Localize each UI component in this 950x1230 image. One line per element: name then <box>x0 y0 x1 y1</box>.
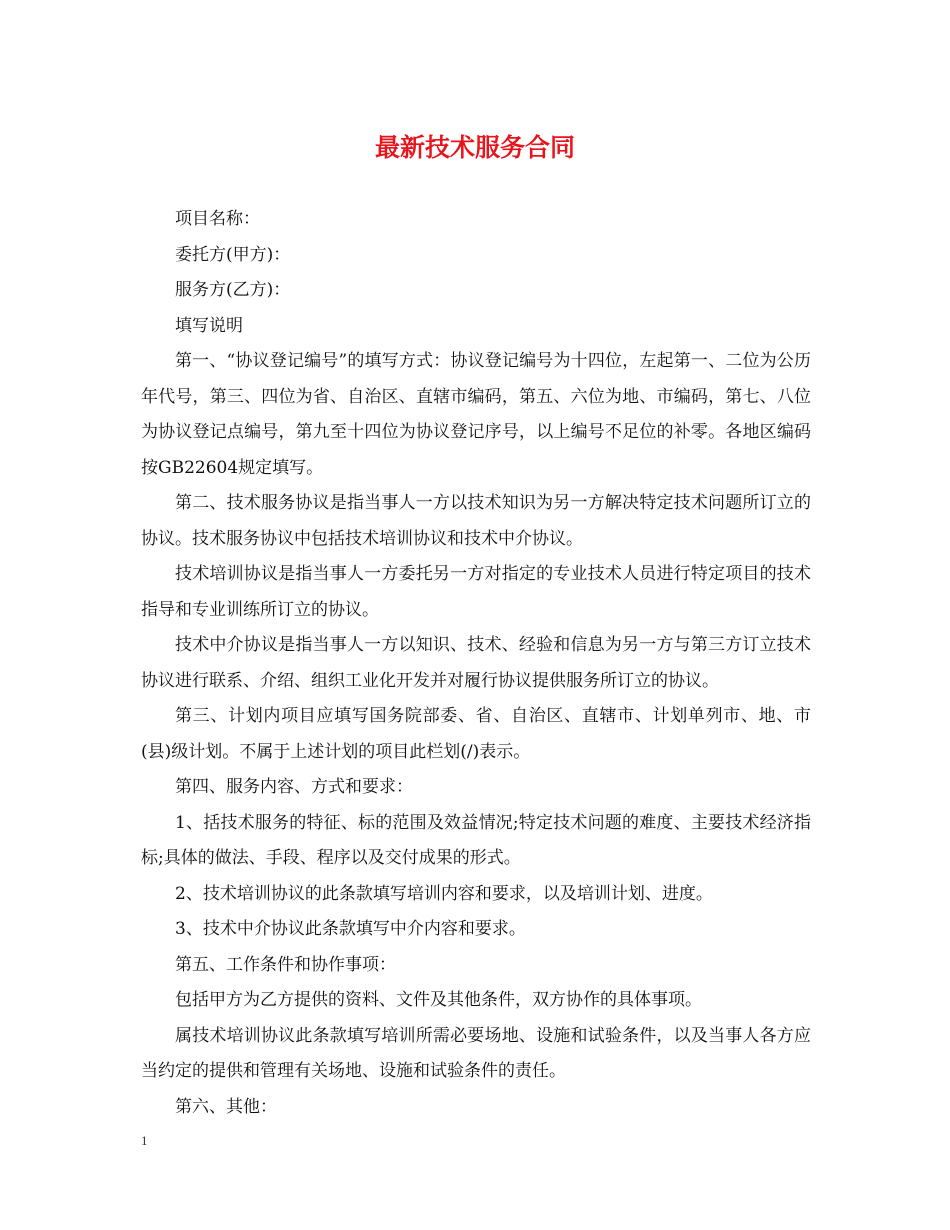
paragraph-training-agreement: 技术培训协议是指当事人一方委托另一方对指定的专业技术人员进行特定项目的技术指导和专业训练所订立的协议。 <box>141 564 811 620</box>
paragraph-item-5: 第五、工作条件和协作事项： <box>175 954 396 975</box>
paragraph-item-2: 第二、技术服务协议是指当事人一方以技术知识为另一方解决特定技术问题所订立的协议。技术服务协议中包括技术培训协议和技术中介协议。 <box>141 493 811 549</box>
paragraph-item-5-detail-2: 属技术培训协议此条款填写培训所需必要场地、设施和试验条件，以及当事人各方应当约定的提供和管理有关场地、设施和试验条件的责任。 <box>141 1025 811 1081</box>
field-provider: 服务方(乙方)： <box>175 280 291 300</box>
section-heading-instructions: 填写说明 <box>175 315 243 336</box>
paragraph-item-4-sub-3: 3、技术中介协议此条款填写中介内容和要求。 <box>175 919 526 939</box>
paragraph-item-4: 第四、服务内容、方式和要求： <box>175 777 413 797</box>
page-number: 1 <box>141 1133 148 1148</box>
field-project-name: 项目名称： <box>175 209 260 229</box>
paragraph-item-4-sub-1: 1、括技术服务的特征、标的范围及效益情况;特定技术问题的难度、主要技术经济指标;具体的做法、手段、程序以及交付成果的形式。 <box>141 812 811 868</box>
document-title: 最新技术服务合同 <box>374 133 575 162</box>
paragraph-item-1: 第一、“协议登记编号”的填写方式：协议登记编号为十四位，左起第一、二位为公历年代号，第三、四位为省、自治区、直辖市编码，第五、六位为地、市编码，第七、八位为协议登记点编号，第九至十四位为协议登记序号，以上编号不足位的补零。各地区编码按GB22604规定填写。 <box>141 351 811 478</box>
field-client: 委托方(甲方)： <box>175 244 291 265</box>
paragraph-item-3: 第三、计划内项目应填写国务院部委、省、自治区、直辖市、计划单列市、地、市(县)级计划。不属于上述计划的项目此栏划(/)表示。 <box>141 706 811 762</box>
paragraph-item-4-sub-2: 2、技术培训协议的此条款填写培训内容和要求，以及培训计划、进度。 <box>175 883 713 904</box>
paragraph-intermediary-agreement: 技术中介协议是指当事人一方以知识、技术、经验和信息为另一方与第三方订立技术协议进行联系、介绍、组织工业化开发并对履行协议提供服务所订立的协议。 <box>141 635 811 691</box>
paragraph-item-5-detail-1: 包括甲方为乙方提供的资料、文件及其他条件，双方协作的具体事项。 <box>175 990 702 1010</box>
paragraph-item-6: 第六、其他： <box>175 1096 277 1117</box>
document-body <box>141 202 811 1125</box>
